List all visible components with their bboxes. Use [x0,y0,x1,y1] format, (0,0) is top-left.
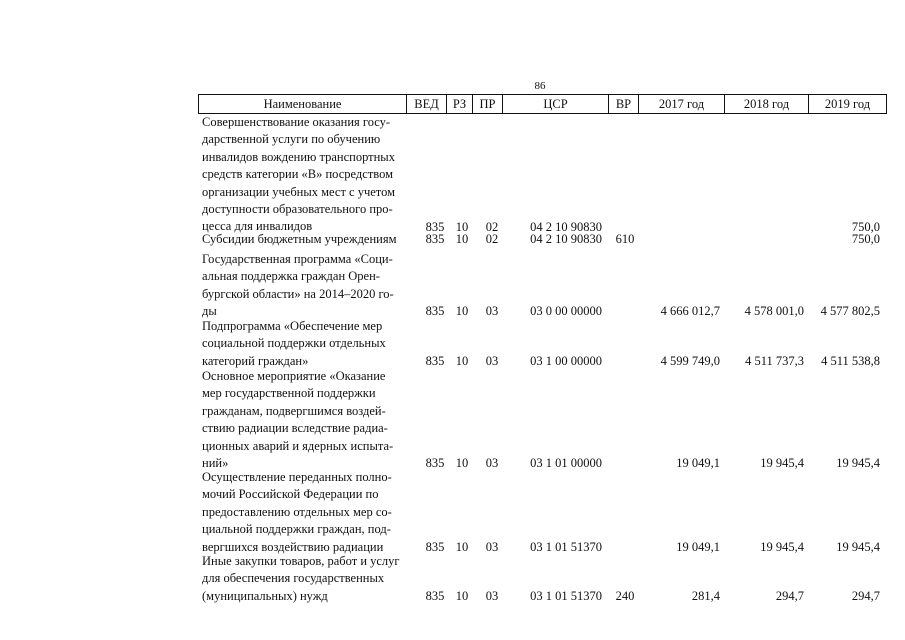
row-ved: 835 [425,231,445,246]
row-rz: 10 [455,219,469,234]
table-row [202,114,892,236]
header-vr: ВР [609,95,639,113]
table-row [202,469,892,556]
row-rz: 10 [455,304,469,319]
row-pr: 03 [485,588,499,603]
row-ved: 835 [425,588,445,603]
row-2019: 750,0 [851,231,880,246]
row-csr: 04 2 10 90830 [530,219,602,234]
page-number: 86 [534,80,546,92]
row-name: Подпрограмма «Обеспечение мер социальной поддержки отдельных категорий граждан» [202,319,386,368]
header-ved: ВЕД [407,95,447,113]
row-2017: 19 049,1 [676,455,720,470]
row-ved: 835 [425,539,445,554]
header-rz: РЗ [447,95,473,113]
row-2018: 19 945,4 [760,455,804,470]
row-name: Субсидии бюджетным учреждениям [202,232,397,246]
row-vr: 610 [615,231,635,246]
row-rz: 10 [455,231,469,246]
row-csr: 03 1 01 51370 [530,539,602,554]
header-2017: 2017 год [639,95,725,113]
header-name: Наименование [199,95,407,113]
row-pr: 03 [485,304,499,319]
row-name: Совершенствование оказания госу- дарственной услуги по обучению инвалидов вождению транспортных средств категории «В» посредством организации учебных мест с учетом доступности образовательного про- цесса для инвалидов [202,115,396,234]
table-row [202,318,892,370]
row-pr: 02 [485,219,499,234]
row-2018: 4 578 001,0 [744,304,804,319]
row-rz: 10 [455,455,469,470]
header-csr: ЦСР [503,95,609,113]
row-2017: 281,4 [691,588,720,603]
row-ved: 835 [425,304,445,319]
row-name: Государственная программа «Соци- альная поддержка граждан Орен- бургской области» на 2014–2020 го- ды [202,252,394,319]
row-ved: 835 [425,219,445,234]
row-vr: 240 [615,588,635,603]
row-2018: 294,7 [775,588,804,603]
row-ved: 835 [425,353,445,368]
row-pr: 02 [485,231,499,246]
row-name: Основное мероприятие «Оказание мер государственной поддержки гражданам, подвергшимся воздей- ствию радиации вследствие радиа- ционных аварий и ядерных испыта- ний» [202,369,394,471]
row-rz: 10 [455,353,469,368]
row-csr: 04 2 10 90830 [530,231,602,246]
row-pr: 03 [485,539,499,554]
row-ved: 835 [425,455,445,470]
row-2019: 19 945,4 [836,539,880,554]
row-2019: 750,0 [851,219,880,234]
row-rz: 10 [455,588,469,603]
table-row [202,231,892,248]
row-2019: 4 511 538,8 [821,353,880,368]
row-2019: 294,7 [851,588,880,603]
row-2018: 4 511 737,3 [745,353,804,368]
row-name: Иные закупки товаров, работ и услуг для обеспечения государственных (муниципальных) нужд [202,554,400,603]
header-pr: ПР [473,95,503,113]
header-2018: 2018 год [725,95,809,113]
row-2018: 19 945,4 [760,539,804,554]
row-2017: 19 049,1 [676,539,720,554]
header-2019: 2019 год [809,95,887,113]
table-row [202,251,892,321]
row-csr: 03 1 01 51370 [530,588,602,603]
row-2017: 4 599 749,0 [660,353,720,368]
row-pr: 03 [485,455,499,470]
table-row [202,553,892,605]
row-2019: 19 945,4 [836,455,880,470]
row-rz: 10 [455,539,469,554]
table-row [202,368,892,472]
row-2017: 4 666 012,7 [660,304,720,319]
row-2019: 4 577 802,5 [820,304,880,319]
row-csr: 03 1 01 00000 [530,455,602,470]
row-csr: 03 1 00 00000 [530,353,602,368]
row-csr: 03 0 00 00000 [530,304,602,319]
table-header [198,94,887,114]
row-name: Осуществление переданных полно- мочий Российской Федерации по предоставлению отдельных мер со- циальной поддержки граждан, под- вергшихся воздействию радиации [202,470,392,554]
row-pr: 03 [485,353,499,368]
